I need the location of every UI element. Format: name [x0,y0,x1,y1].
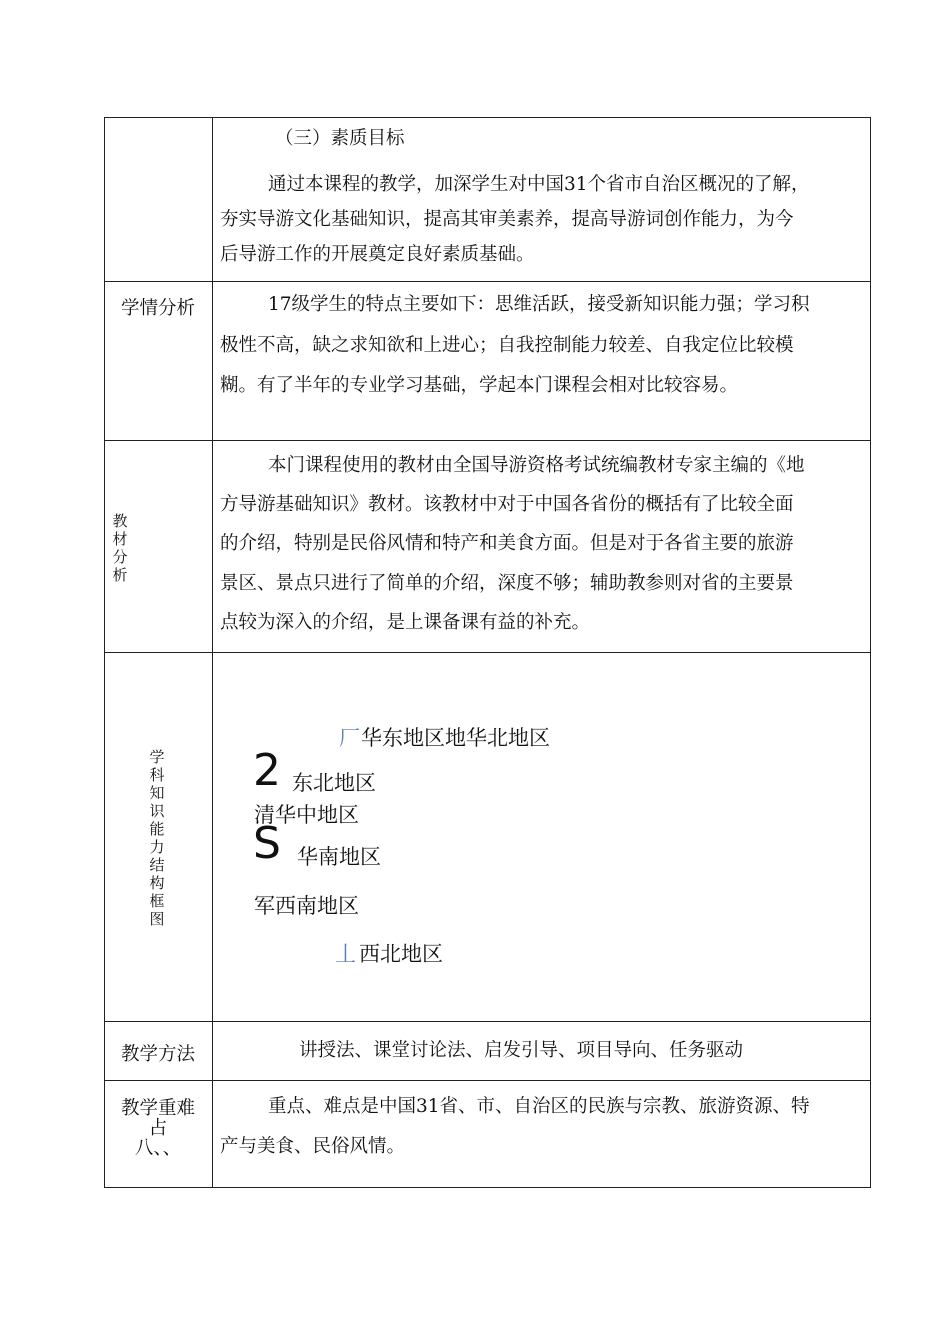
course-table [104,117,871,1188]
student-analysis-label: 学情分析 [120,298,195,319]
row-divider [105,1021,870,1022]
corner-glyph-top: 厂 [339,726,360,750]
region-row-east-north: 华东地区地华北地区 [361,726,550,750]
student-analysis-line-1: 17级学生的特点主要如下：思维活跃，接受新知识能力强；学习积 [268,294,810,315]
textbook-analysis-line-1: 本门课程使用的教材由全国导游资格考试统编教材专家主编的《地 [268,455,805,476]
key-points-label [104,1099,212,1159]
textbook-analysis-line-5: 点较为深入的介绍，是上课备课有益的补充。 [220,612,591,633]
row-divider [105,281,870,282]
quality-goal-line-3: 后导游工作的开展奠定良好素质基础。 [220,244,535,265]
region-row-southwest: 军西南地区 [254,894,359,918]
textbook-analysis-line-2: 方导游基础知识》教材。该教材中对于中国各省份的概括有了比较全面 [220,494,794,515]
teaching-method-value: 讲授法、课堂讨论法、启发引导、项目导向、任务驱动 [299,1040,744,1061]
region-row-central: 清华中地区 [254,803,359,827]
textbook-analysis-line-3: 的介绍，特别是民俗风情和特产和美食方面。但是对于各省主要的旅游 [220,533,794,554]
big-char-s: S [253,818,281,869]
textbook-analysis-label: 教材分析 [112,512,128,584]
column-divider [212,118,213,1187]
key-points-label-line-2: 占 [148,1118,168,1139]
quality-goal-line-1: 通过本课程的教学，加深学生对中国31个省市自治区概况的了解， [268,174,810,195]
key-points-label-line-3: 八、、 [134,1138,182,1159]
textbook-analysis-line-4: 景区、景点只进行了简单的介绍，深度不够；辅助教参则对省的主要景 [220,573,794,594]
key-points-line-2: 产与美食、民俗风情。 [220,1136,406,1157]
key-points-line-1: 重点、难点是中国31省、市、自治区的民族与宗教、旅游资源、特 [268,1096,810,1117]
row-divider [105,652,870,653]
corner-glyph-bottom: 丄 [335,942,356,966]
region-row-south: 华南地区 [297,845,381,869]
row-divider [105,440,870,441]
quality-goal-heading: （三）素质目标 [275,128,405,149]
region-row-northeast: 东北地区 [292,771,376,795]
teaching-method-label: 教学方法 [120,1044,195,1065]
knowledge-structure-label: 学科知识能力结构框图 [149,748,165,928]
quality-goal-line-2: 夯实导游文化基础知识，提高其审美素养，提高导游词创作能力，为今 [220,209,794,230]
key-points-label-line-1: 教学重难 [120,1098,195,1119]
row-divider [105,1080,870,1081]
big-char-2: 2 [253,745,281,796]
student-analysis-line-3: 糊。有了半年的专业学习基础，学起本门课程会相对比较容易。 [220,375,739,396]
region-row-northwest: 西北地区 [359,942,443,966]
student-analysis-line-2: 极性不高，缺之求知欲和上进心；自我控制能力较差、自我定位比较模 [220,335,794,356]
